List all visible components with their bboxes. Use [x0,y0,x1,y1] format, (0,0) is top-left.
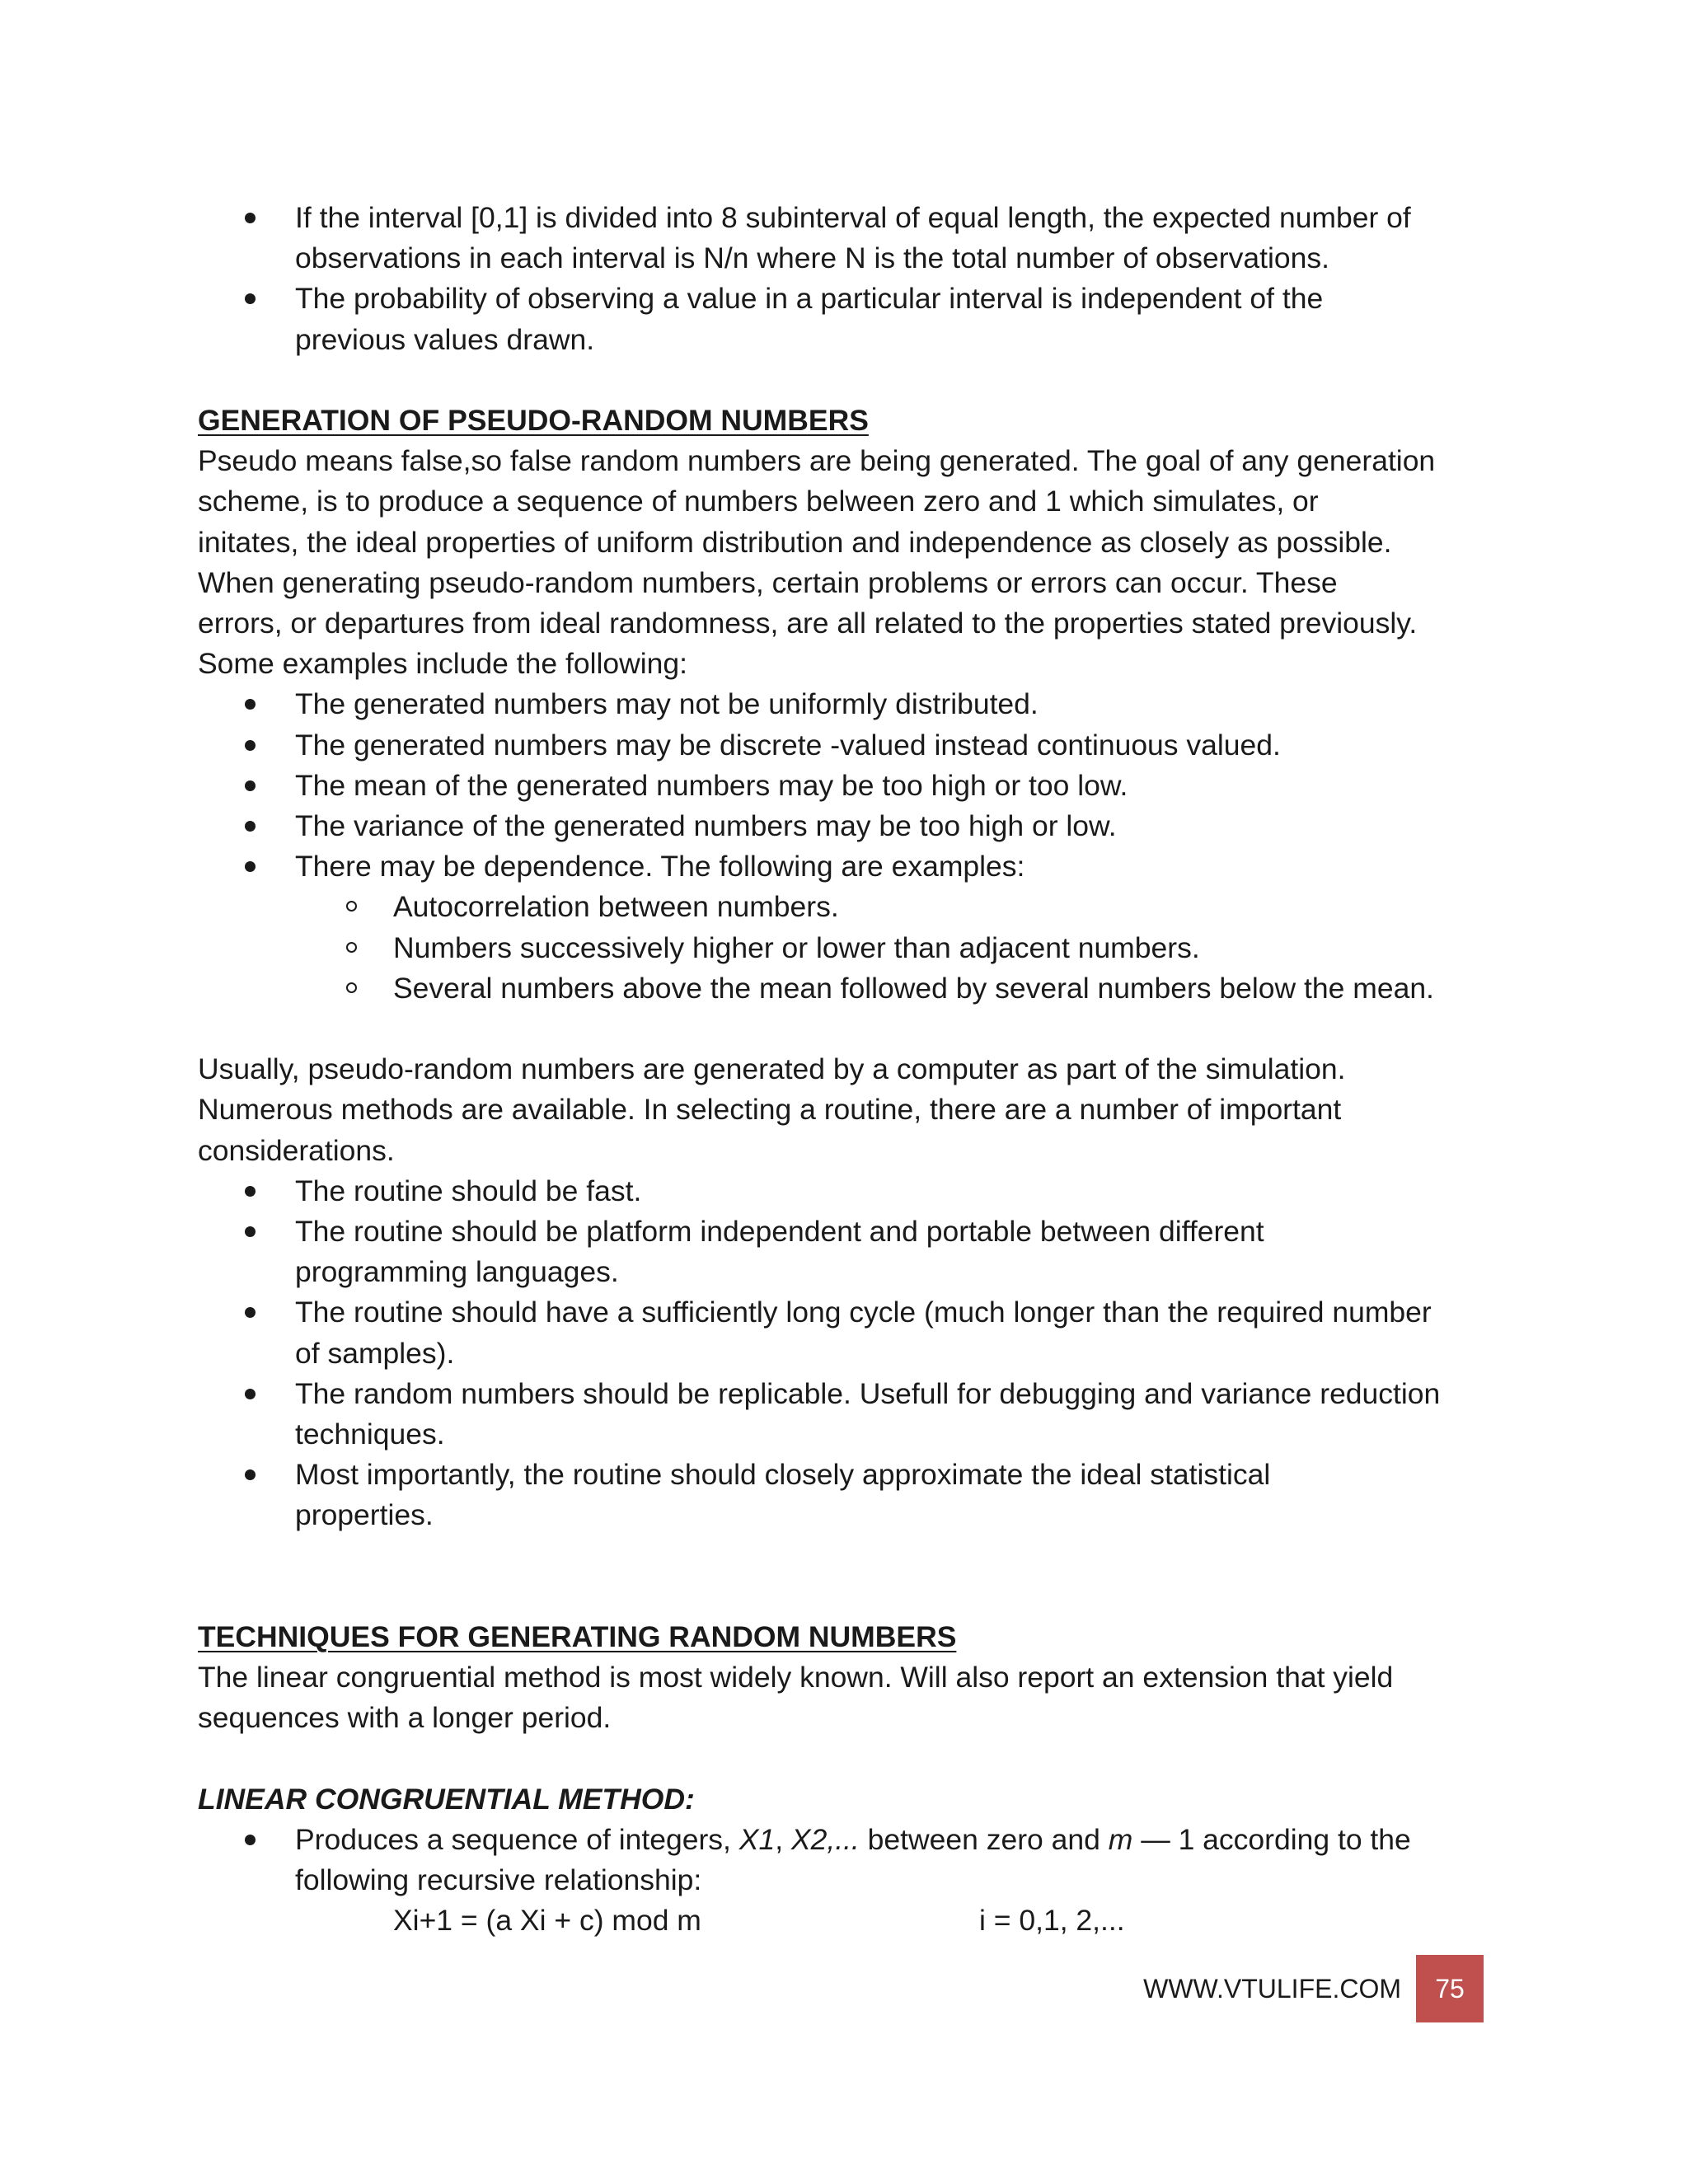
text-run: — 1 according to the [1132,1823,1411,1857]
paragraph-line: sequences with a longer period. [198,1701,612,1735]
sub-list-item [198,928,1500,968]
list-item [198,1171,1500,1212]
recurrence-formula [198,1900,1500,1941]
list-item [198,1212,1500,1292]
footer-website: WWW.VTULIFE.COM [1143,1974,1401,2004]
sub-list-item-text: Several numbers above the mean followed by several numbers below the mean. [393,971,1434,1005]
dependence-sub-list [198,887,1500,1009]
list-item [198,1820,1500,1900]
list-item-text: The random numbers should be replicable. Usefull for debugging and variance reduction [295,1376,1441,1410]
list-item [198,1374,1500,1455]
paragraph-line: initates, the ideal properties of uniform distribution and independence as closely as possible. [198,525,1392,559]
list-item-text: If the interval [0,1] is divided into 8 subinterval of equal length, the expected number of [295,201,1411,234]
list-item-text [295,1820,1500,1860]
paragraph-line: The linear congruential method is most widely known. Will also report an extension that yield [198,1661,1394,1694]
generation-bullet-list [198,684,1500,887]
list-item [198,1292,1500,1373]
routine-paragraph [198,1049,1500,1171]
paragraph-line: considerations. [198,1133,395,1167]
lcm-bullet-list [198,1820,1500,1900]
list-item-text: of samples). [295,1336,455,1370]
list-item [198,684,1500,724]
list-item-text: properties. [295,1498,434,1532]
sub-list-item-text: Autocorrelation between numbers. [393,890,839,924]
paragraph-line: errors, or departures from ideal randomness, are all related to the properties stated previously. [198,607,1418,640]
paragraph-line: scheme, is to produce a sequence of numbers belween zero and 1 which simulates, or [198,485,1319,518]
math-variable: X1 [738,1823,776,1857]
list-item-text: The probability of observing a value in a particular interval is independent of the [295,282,1324,316]
paragraph-line: Usually, pseudo-random numbers are generated by a computer as part of the simulation. [198,1052,1346,1086]
text-run: between zero and [859,1823,1109,1857]
list-item-text: The mean of the generated numbers may be too high or too low. [295,768,1128,802]
paragraph-line: When generating pseudo-random numbers, certain problems or errors can occur. These [198,565,1338,599]
paragraph-line: Pseudo means false,so false random numbers are being generated. The goal of any generation [198,444,1436,478]
list-item-text: The routine should be fast. [295,1174,642,1207]
section-heading-techniques: TECHNIQUES FOR GENERATING RANDOM NUMBERS [198,1620,957,1654]
list-item-text: There may be dependence. The following are examples: [295,850,1025,883]
list-item-text: previous values drawn. [295,322,595,356]
list-item [198,766,1500,806]
page-footer [1143,1955,1484,2022]
spacer [198,1009,1500,1049]
list-item-text: The generated numbers may be discrete -valued instead continuous valued. [295,728,1281,762]
spacer [198,1536,1500,1617]
list-item-text: programming languages. [295,1255,619,1289]
spacer [198,1739,1500,1779]
paragraph-line: Numerous methods are available. In selecting a routine, there are a number of important [198,1093,1342,1127]
generation-paragraph [198,441,1500,684]
list-item-text: techniques. [295,1418,445,1451]
list-item-text: The variance of the generated numbers may be too high or low. [295,809,1117,843]
section-heading-lcm: LINEAR CONGRUENTIAL METHOD: [198,1782,695,1816]
routine-bullet-list [198,1171,1500,1536]
intro-bullet-list [198,198,1500,360]
page-content [198,198,1500,1942]
list-item [198,198,1500,279]
list-item-text: The routine should have a sufficiently long cycle (much longer than the required number [295,1296,1432,1329]
list-item [198,846,1500,887]
formula-expression: Xi+1 = (a Xi + c) mod m [393,1904,701,1938]
page-number-badge: 75 [1416,1955,1484,2022]
list-item [198,725,1500,766]
list-item-text: The routine should be platform independent and portable between different [295,1215,1264,1249]
formula-index-range: i = 0,1, 2,... [979,1904,1125,1938]
techniques-paragraph [198,1657,1500,1738]
list-item-text: Most importantly, the routine should closely approximate the ideal statistical [295,1458,1271,1492]
list-item-text: The generated numbers may not be uniformly distributed. [295,687,1039,721]
list-item-text: following recursive relationship: [295,1863,702,1897]
list-item [198,279,1500,359]
math-variable: X2,... [790,1823,860,1857]
list-item-text: observations in each interval is N/n where N is the total number of observations. [295,241,1329,275]
list-item [198,1455,1500,1535]
paragraph-line: Some examples include the following: [198,647,687,681]
text-run: , [775,1823,791,1857]
spacer [198,360,1500,401]
list-item [198,806,1500,846]
sub-list-item-text: Numbers successively higher or lower than adjacent numbers. [393,930,1200,964]
sub-list-item [198,887,1500,927]
math-variable: m [1108,1823,1133,1857]
sub-list-item [198,968,1500,1009]
section-heading-generation: GENERATION OF PSEUDO-RANDOM NUMBERS [198,404,869,437]
text-run: Produces a sequence of integers, [295,1823,739,1857]
